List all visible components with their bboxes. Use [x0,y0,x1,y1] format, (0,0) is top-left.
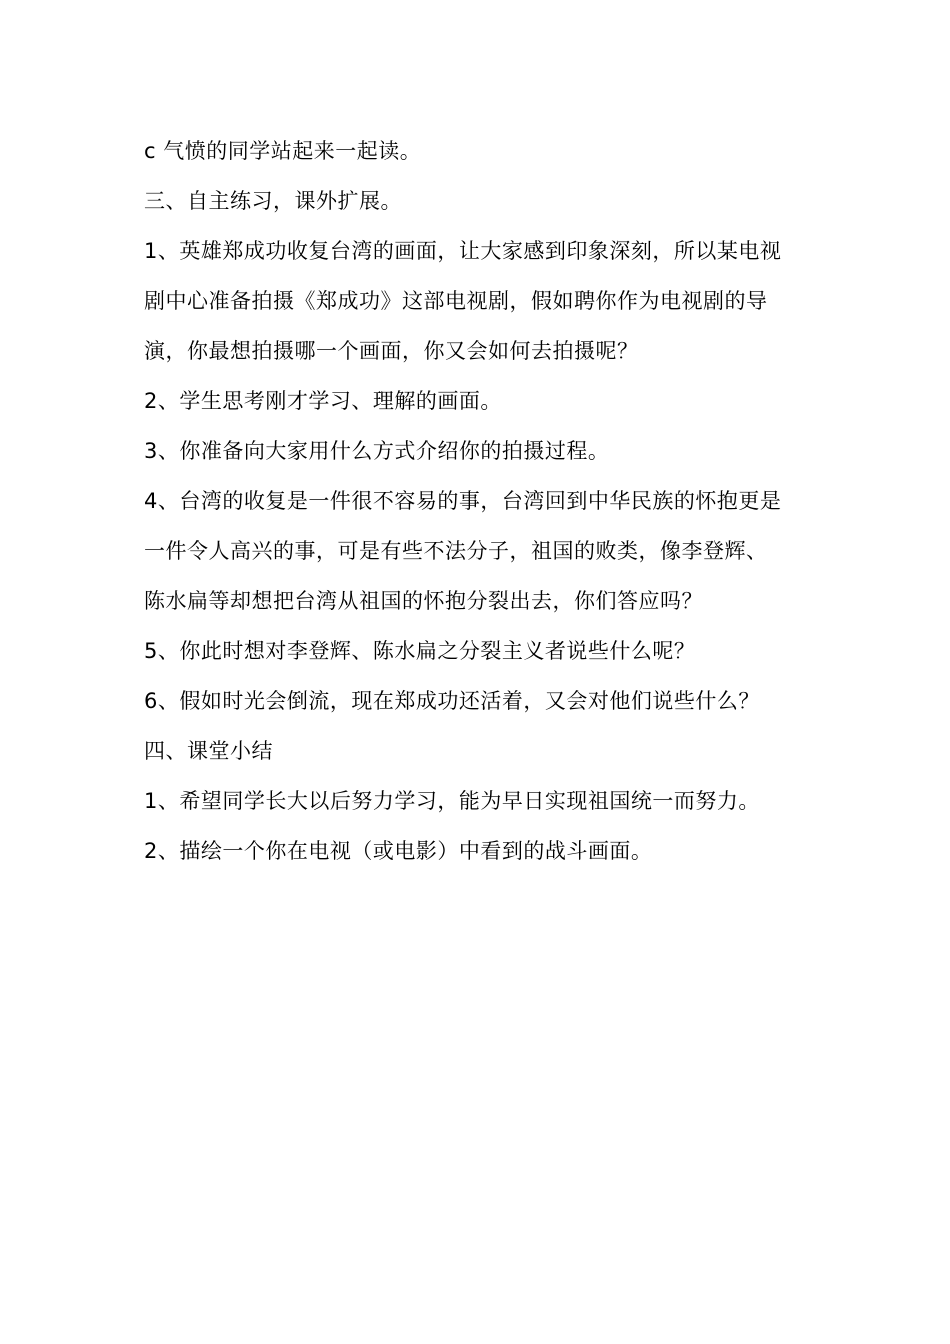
text-line: 6、假如时光会倒流，现在郑成功还活着，又会对他们说些什么？ [144,689,760,713]
text-line: 5、你此时想对李登辉、陈水扁之分裂主义者说些什么呢？ [144,639,696,663]
text-line: 1、英雄郑成功收复台湾的画面，让大家感到印象深刻，所以某电视 [144,239,782,263]
text-line: 2、描绘一个你在电视（或电影）中看到的战斗画面。 [144,839,653,863]
section-heading: 四、课堂小结 [144,739,273,763]
text-line: c 气愤的同学站起来一起读。 [144,139,422,163]
document-body [144,133,814,883]
text-line: 剧中心准备拍摄《郑成功》这部电视剧，假如聘你作为电视剧的导 [144,289,768,313]
section-heading: 三、自主练习，课外扩展。 [144,189,402,213]
text-line: 2、学生思考刚才学习、理解的画面。 [144,389,502,413]
text-line: 一件令人高兴的事，可是有些不法分子，祖国的败类，像李登辉、 [144,539,768,563]
text-line: 3、你准备向大家用什么方式介绍你的拍摄过程。 [144,439,610,463]
text-line: 陈水扁等却想把台湾从祖国的怀抱分裂出去，你们答应吗？ [144,589,703,613]
text-line: 4、台湾的收复是一件很不容易的事，台湾回到中华民族的怀抱更是 [144,489,782,513]
text-line: 演，你最想拍摄哪一个画面，你又会如何去拍摄呢？ [144,339,639,363]
text-line: 1、希望同学长大以后努力学习，能为早日实现祖国统一而努力。 [144,789,760,813]
